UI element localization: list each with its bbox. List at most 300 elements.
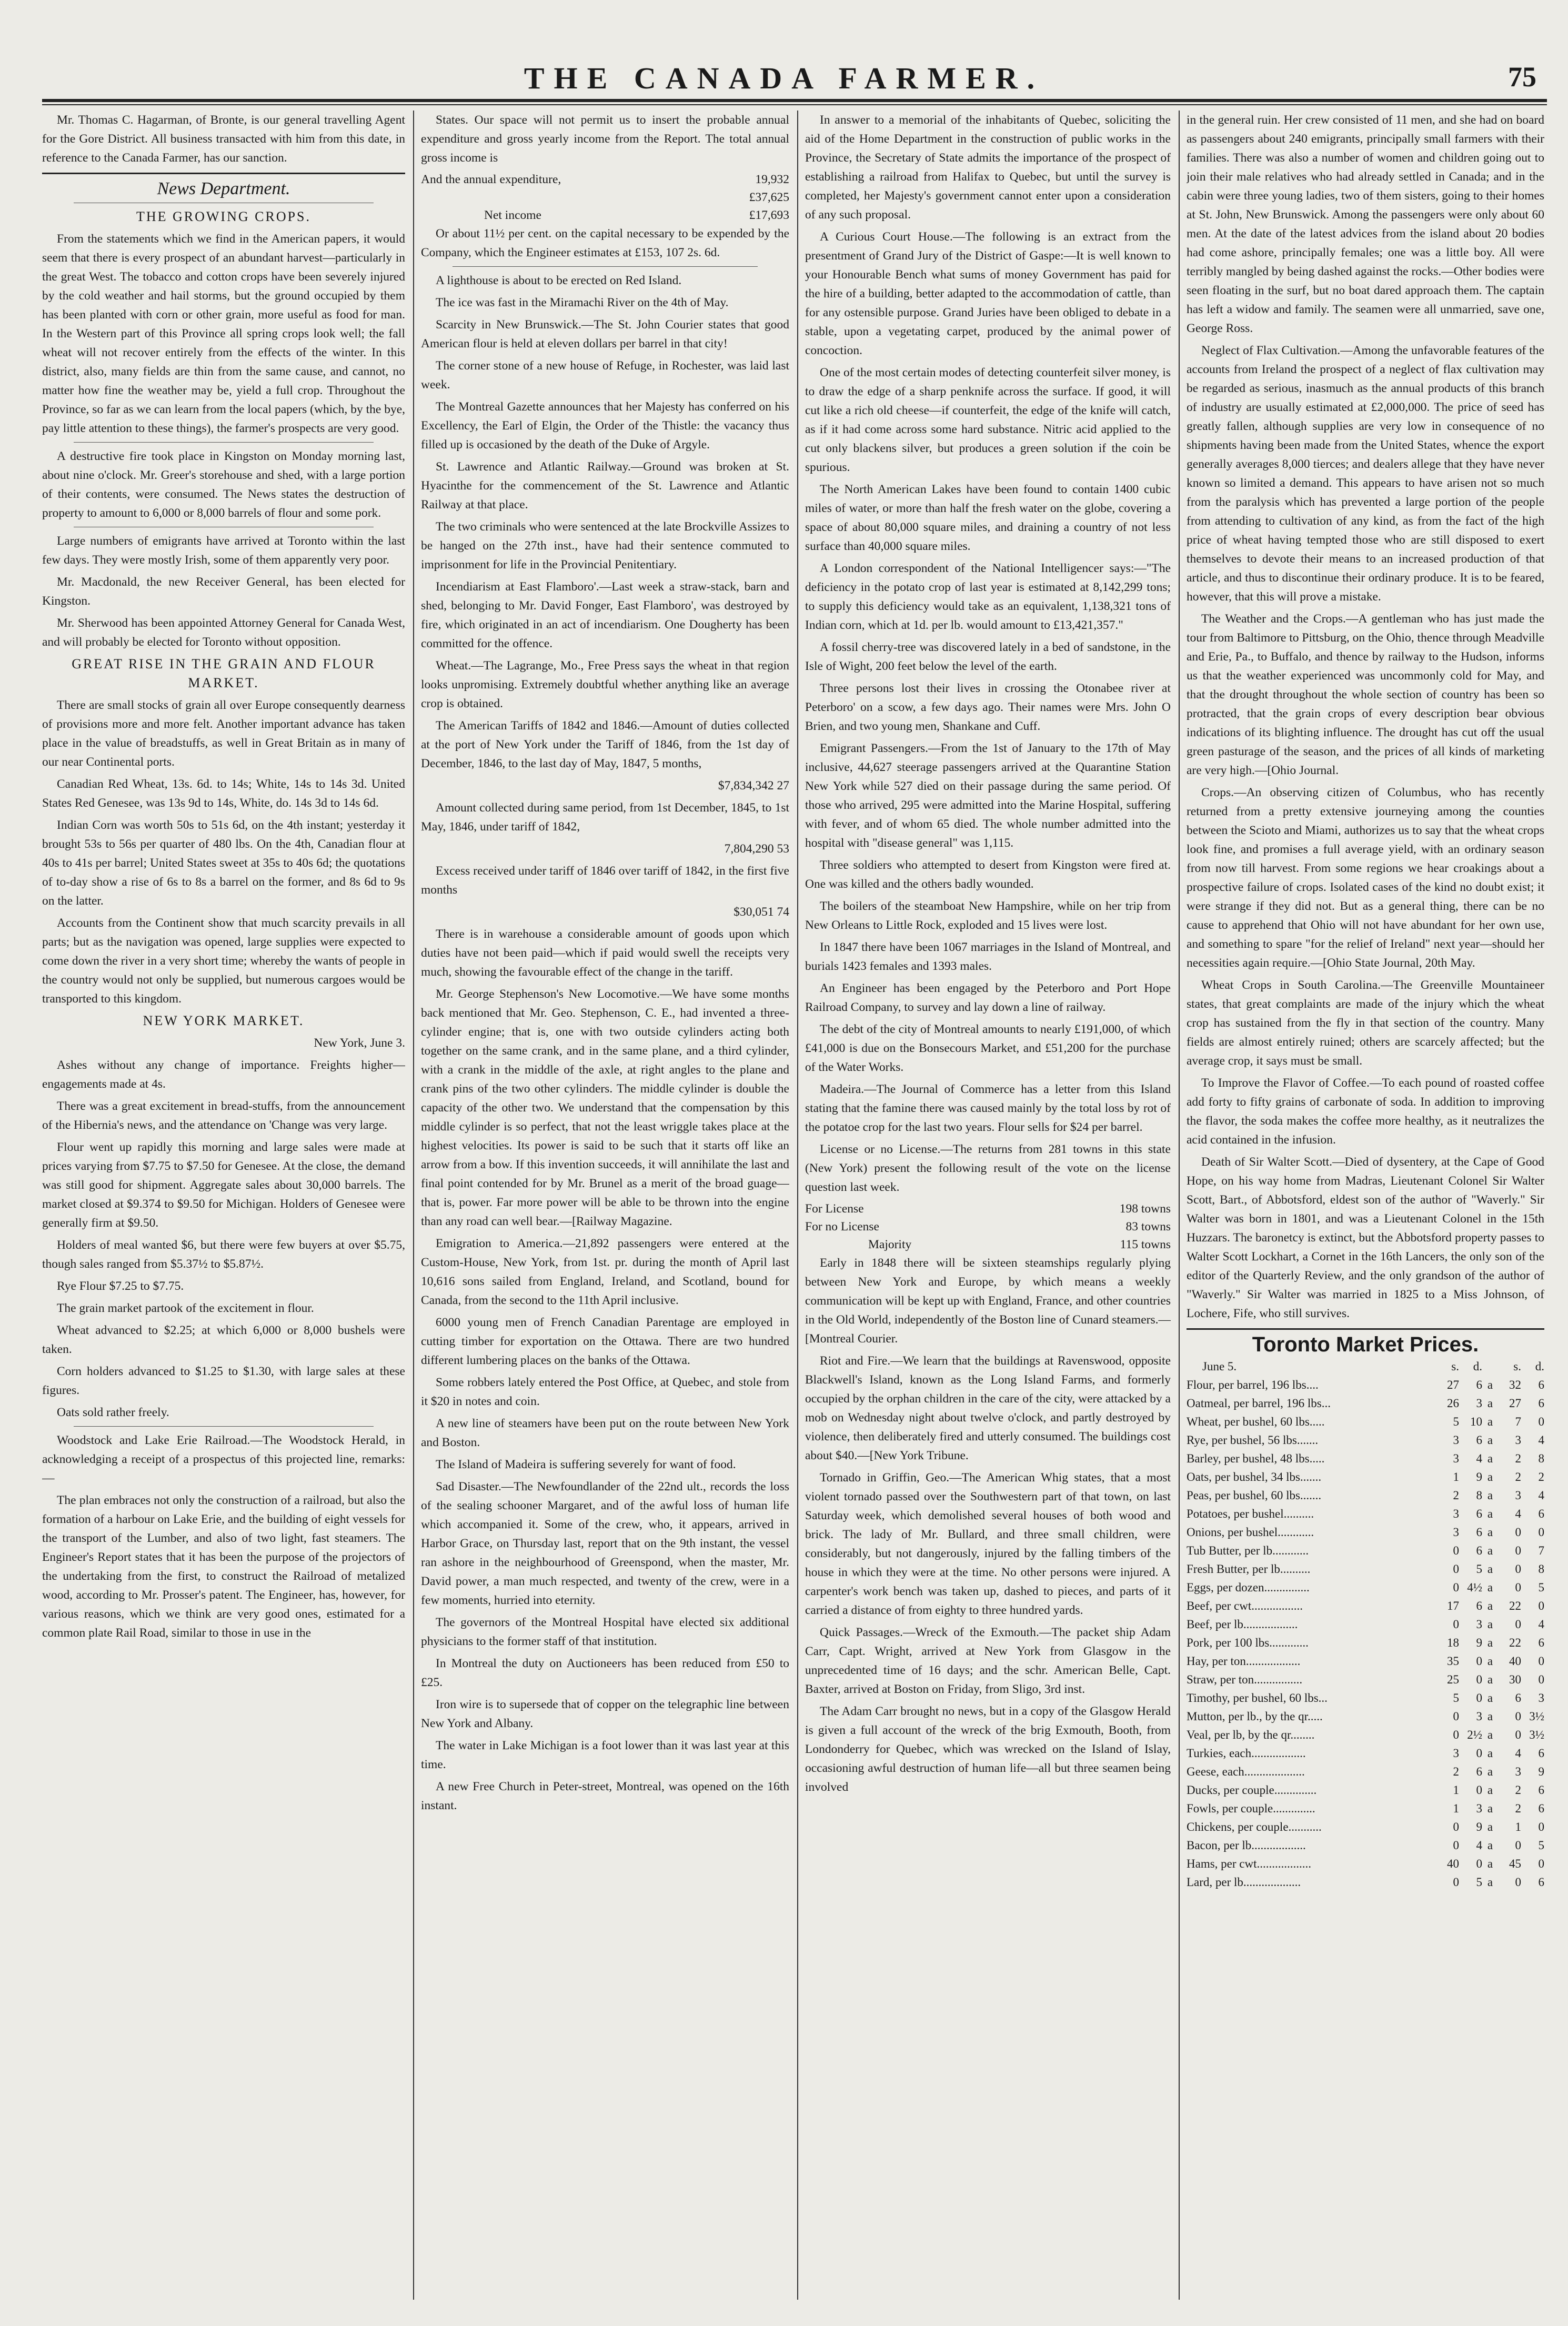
table-row (805, 1200, 1171, 1218)
price-high-s: 22 (1509, 1636, 1521, 1649)
price-low-d: 6 (1476, 1544, 1482, 1557)
price-low-d: 0 (1476, 1691, 1482, 1705)
col-header-s2: s. (1513, 1360, 1521, 1373)
article-paragraph: Excess received under tariff of 1846 over tariff of 1842, in the first five months (421, 864, 789, 897)
market-item: Chickens, per couple........... (1187, 1820, 1322, 1833)
article-paragraph: Indian Corn was worth 50s to 51s 6d, on the 4th instant; yesterday it brought 53s to 56s per quarter of 480 lbs. On the 4th, Canadian flour at 40s to 41s per barrel; United States sweet at 35s to 40s 6d; the quotations of to-day show a rise of 6s to 8s a barrel on the former, and 8s 6d to 9s on the latter. (42, 818, 405, 908)
article-paragraph: Emigration to America.—21,892 passengers were entered at the Custom-House, New York, from 1st. pr. during the month of April last 10,616 sons sailed from England, Ireland, and Scotland, bound for Canada, from the second to the 11th April inclusive. (421, 1237, 789, 1307)
article-paragraph: Or about 11½ per cent. on the capital necessary to be expended by the Company, which the Engineer estimates at £153, 107 2s. 6d. (421, 227, 789, 259)
article-paragraph: Mr. George Stephenson's New Locomotive.—We have some months back mentioned that Mr. Geo. Stephenson, C. E., had invented a three-cylinder engine; that is, one with two outside cylinders acting both together on the same crank, and in the same plane, and a third cylinder, with a crank in the middle of the axle, at right angles to the plane and crank pins of the two other cylinders. The middle cylinder is double the capacity of the other two. We understand that the compensation by this middle cylinder is so perfect, that not the least wriggle takes place at the highest velocities. Its power is said to be such that it starts off like an arrow from a bow. If this invention succeeds, it will annihilate the last and final point contended for by Mr. Brunel as a merit of the broad guage—that is, power. Far more power will be able to be thrown into the engine than any road can well bear.—[Railway Magazine. (421, 987, 789, 1228)
article-paragraph: Mr. Sherwood has been appointed Attorney General for Canada West, and will probably be elected for Toronto without opposition. (42, 616, 405, 649)
price-high-s: 45 (1509, 1857, 1521, 1870)
market-table (1187, 1357, 1544, 1891)
price-separator: a (1487, 1876, 1493, 1889)
table-value: £37,625 (749, 191, 789, 204)
price-low-d: 6 (1476, 1433, 1482, 1447)
price-low-d: 8 (1476, 1489, 1482, 1502)
market-row (1187, 1818, 1544, 1836)
market-header-row (1187, 1357, 1544, 1376)
price-high-s: 2 (1515, 1783, 1521, 1797)
col-header-d: d. (1473, 1360, 1482, 1373)
price-low-s: 0 (1453, 1618, 1459, 1631)
price-separator: a (1487, 1544, 1493, 1557)
price-low-d: 4 (1476, 1839, 1482, 1852)
price-high-d: 0 (1538, 1599, 1544, 1612)
table-value: $7,834,342 27 (718, 779, 789, 793)
article-paragraph: The Island of Madeira is suffering severely for want of food. (436, 1458, 736, 1471)
price-high-d: 8 (1538, 1452, 1544, 1465)
table-row (421, 171, 789, 188)
price-high-s: 0 (1515, 1526, 1521, 1539)
market-item: Onions, per bushel............ (1187, 1526, 1314, 1539)
market-row (1187, 1468, 1544, 1486)
price-low-s: 0 (1453, 1876, 1459, 1889)
price-low-s: 1 (1453, 1783, 1459, 1797)
price-high-s: 2 (1515, 1802, 1521, 1815)
market-row (1187, 1670, 1544, 1689)
dateline: New York, June 3. (314, 1036, 405, 1050)
market-row (1187, 1633, 1544, 1652)
article-paragraph: A fossil cherry-tree was discovered lately in a bed of sandstone, in the Isle of Wight, 200 feet below the level of the earth. (805, 640, 1171, 673)
price-high-s: 2 (1515, 1470, 1521, 1483)
price-low-d: 3 (1476, 1710, 1482, 1723)
article-paragraph: A new Free Church in Peter-street, Montreal, was opened on the 16th instant. (421, 1780, 789, 1812)
table-value: 19,932 (755, 173, 789, 186)
section-heading: News Department. (157, 179, 290, 198)
article-paragraph: Iron wire is to supersede that of copper on the telegraphic line between New York and Albany. (421, 1698, 789, 1730)
price-separator: a (1487, 1415, 1493, 1428)
price-low-s: 18 (1447, 1636, 1459, 1649)
table-value: £17,693 (749, 208, 789, 222)
price-low-s: 0 (1453, 1820, 1459, 1833)
price-high-s: 32 (1509, 1378, 1521, 1391)
price-high-s: 4 (1515, 1507, 1521, 1520)
price-high-d: 6 (1538, 1507, 1544, 1520)
price-separator: a (1487, 1526, 1493, 1539)
market-row (1187, 1689, 1544, 1707)
table-value: 7,804,290 53 (724, 842, 789, 856)
price-separator: a (1487, 1636, 1493, 1649)
price-low-d: 3 (1476, 1397, 1482, 1410)
article-paragraph: Rye Flour $7.25 to $7.75. (57, 1279, 184, 1293)
table-row (805, 1218, 1171, 1236)
market-row (1187, 1376, 1544, 1394)
price-low-s: 26 (1447, 1397, 1459, 1410)
price-high-s: 6 (1515, 1691, 1521, 1705)
article-paragraph: Large numbers of emigrants have arrived at Toronto within the last few days. They were mostly Irish, some of them apparently very poor. (42, 534, 405, 567)
table-row (805, 1236, 1171, 1254)
article-paragraph: The boilers of the steamboat New Hampshire, while on her trip from New Orleans to Little Rock, exploded and 15 lives were lost. (805, 899, 1171, 932)
article-paragraph: One of the most certain modes of detecting counterfeit silver money, is to draw the edge of a sharp penknife across the surface. If good, it will cut like a rich old cheese—if counterfeit, the edge of the knife will catch, as if it had come across some hard substance. Nitric acid applied to the cut only blackens silver, but produces a green solution if the coin be spurious. (805, 366, 1171, 474)
price-high-d: 6 (1538, 1747, 1544, 1760)
price-low-s: 40 (1447, 1857, 1459, 1870)
article-paragraph: Quick Passages.—Wreck of the Exmouth.—The packet ship Adam Carr, Capt. Wright, arrived at New York from Glasgow in the unprecedented time of 16 days; and the schr. American Belle, Capt. Baxter, arrived at Boston on Friday, from Sligo, 3rd inst. (805, 1626, 1171, 1696)
price-high-d: 4 (1538, 1618, 1544, 1631)
price-high-s: 0 (1515, 1618, 1521, 1631)
article-paragraph: Some robbers lately entered the Post Office, at Quebec, and stole from it $20 in notes and coin. (421, 1376, 789, 1408)
price-high-d: 8 (1538, 1562, 1544, 1576)
price-high-s: 30 (1509, 1673, 1521, 1686)
market-row (1187, 1486, 1544, 1505)
article-paragraph: Holders of meal wanted $6, but there were few buyers at over $5.75, though sales ranged from $5.37½ to $5.87½. (42, 1238, 405, 1271)
article-paragraph: Riot and Fire.—We learn that the buildings at Ravenswood, opposite Blackwell's Island, known as the Long Island Farms, and formerly occupied by the orphan children in the care of the city, were attacked by a mob on Wednesday night about twelve o'clock, and partly destroyed by violence, then deliberately fired and utterly consumed. The buildings cost about $40.—[New York Tribune. (805, 1354, 1171, 1462)
article-paragraph: Sad Disaster.—The Newfoundlander of the 22nd ult., records the loss of the sealing schooner Margaret, and of the awful loss of human life which accompanied it. Some of the crew, who, it appears, arrived in Harbor Grace, on Thursday last, report that on the 9th instant, the vessel ran ashore in the neighbourhood of Greenspond, when the master, Mr. David power, a man much respected, and twenty of the crew, were in a few moments, hurried into eternity. (421, 1480, 789, 1607)
price-low-s: 3 (1453, 1747, 1459, 1760)
article-paragraph: A destructive fire took place in Kingston on Monday morning last, about nine o'clock. Mr. Greer's storehouse and shed, with a large portion of their contents, were consumed. The News states the destruction of property to amount to 6,000 or 8,000 barrels of flour and some pork. (42, 449, 405, 520)
price-high-d: 0 (1538, 1655, 1544, 1668)
market-item: Potatoes, per bushel.......... (1187, 1507, 1314, 1520)
price-high-s: 22 (1509, 1599, 1521, 1612)
market-item: Flour, per barrel, 196 lbs.... (1187, 1378, 1319, 1391)
price-low-s: 5 (1453, 1691, 1459, 1705)
article-paragraph: Mr. Macdonald, the new Receiver General, has been elected for Kingston. (42, 575, 405, 608)
price-high-d: 0 (1538, 1673, 1544, 1686)
price-high-s: 0 (1515, 1839, 1521, 1852)
article-paragraph: Accounts from the Continent show that much scarcity prevails in all parts; but as the navigation was opened, large supplies were expected to come down the river in a very short time; whereby the wants of people in the country would not only be supplied, but numerous cargoes would be transported to this kingdom. (42, 916, 405, 1006)
page-number: 75 (1508, 61, 1536, 93)
article-paragraph: Three persons lost their lives in crossing the Otonabee river at Peterboro' on a scow, a few days ago. Their names were Mrs. John O Brien, and two young men, Shankane and Cuff. (805, 681, 1171, 733)
price-high-d: 0 (1538, 1415, 1544, 1428)
price-low-s: 5 (1453, 1415, 1459, 1428)
price-high-s: 27 (1509, 1397, 1521, 1410)
article-paragraph: Scarcity in New Brunswick.—The St. John Courier states that good American flour is held at eleven dollars per barrel in that city! (421, 318, 789, 350)
article-paragraph: The American Tariffs of 1842 and 1846.—Amount of duties collected at the port of New York under the Tariff of 1846, from the 1st day of December, 1846, to the last day of May, 1847, 5 months, (421, 719, 789, 770)
divider (453, 266, 758, 267)
price-low-s: 2 (1453, 1765, 1459, 1778)
market-item: Lard, per lb................... (1187, 1876, 1301, 1889)
price-separator: a (1487, 1599, 1493, 1612)
article-paragraph: The governors of the Montreal Hospital have elected six additional physicians to the former staff of that institution. (421, 1616, 789, 1648)
price-separator: a (1487, 1673, 1493, 1686)
article-paragraph: Flour went up rapidly this morning and large sales were made at prices varying from $7.75 to $7.50 for Genesee. At the close, the demand was still good for shipment. Aggregate sales about 30,000 barrels. The market closed at $9.374 to $9.50 for Michigan. Holders of Genesee were generally firm at $9.50. (42, 1140, 405, 1230)
market-item: Veal, per lb, by the qr........ (1187, 1728, 1315, 1741)
price-high-d: 5 (1538, 1581, 1544, 1594)
price-low-s: 17 (1447, 1599, 1459, 1612)
article-paragraph: Corn holders advanced to $1.25 to $1.30, with large sales at these figures. (42, 1365, 405, 1397)
column-3 (805, 111, 1171, 2300)
market-row (1187, 1873, 1544, 1891)
market-row (1187, 1726, 1544, 1744)
article-heading: THE GROWING CROPS. (136, 209, 311, 224)
article-paragraph: The Montreal Gazette announces that her Majesty has conferred on his Excellency, the Earl of Elgin, the Order of the Thistle: the vacancy thus filled up is occasioned by the death of the Duke of Argyle. (421, 400, 789, 452)
price-low-s: 27 (1447, 1378, 1459, 1391)
price-low-d: 0 (1476, 1673, 1482, 1686)
article-paragraph: Wheat.—The Lagrange, Mo., Free Press says the wheat in that region looks unpromising. Extremely doubtful whether anything like an average crop is obtained. (421, 659, 789, 710)
price-low-s: 3 (1453, 1452, 1459, 1465)
price-low-d: 3 (1476, 1802, 1482, 1815)
market-row (1187, 1762, 1544, 1781)
article-paragraph: Incendiarism at East Flamboro'.—Last week a straw-stack, barn and shed, belonging to Mr. David Fonger, East Flamboro', was destroyed by fire, which originated in an act of incendiarism. One Dougherty has been committed for the offence. (421, 580, 789, 650)
article-paragraph: There was a great excitement in bread-stuffs, from the announcement of the Hibernia's news, and the attendance on 'Change was very large. (42, 1099, 405, 1132)
market-item: Beef, per cwt................. (1187, 1599, 1303, 1612)
price-high-s: 3 (1515, 1433, 1521, 1447)
price-high-s: 40 (1509, 1655, 1521, 1668)
price-high-d: 6 (1538, 1876, 1544, 1889)
price-high-s: 0 (1515, 1710, 1521, 1723)
article-paragraph: Wheat Crops in South Carolina.—The Greenville Mountaineer states, that great complaints are made of the injury which the wheat crop has sustained from the fly in that section of the country. Many fields are almost entirely ruined; others are scarcely affected; but the average crop, it says must be small. (1187, 978, 1544, 1068)
market-item: Peas, per bushel, 60 lbs....... (1187, 1489, 1322, 1502)
price-high-d: 6 (1538, 1636, 1544, 1649)
divider (42, 173, 405, 174)
table-label: Net income (484, 208, 541, 222)
newspaper-title: THE CANADA FARMER. (524, 61, 1044, 95)
price-separator: a (1487, 1728, 1493, 1741)
article-paragraph: In answer to a memorial of the inhabitants of Quebec, soliciting the aid of the Home Department in the construction of public works in the Province, the Secretary of State admits the importance of the prospect of establishing a railroad from Halifax to Quebec, but until the survey is completed, her Majesty's government cannot enter upon a consideration of any such proposal. (805, 113, 1171, 222)
col-header-d2: d. (1535, 1360, 1544, 1373)
price-low-s: 0 (1453, 1728, 1459, 1741)
market-item: Hams, per cwt.................. (1187, 1857, 1311, 1870)
price-separator: a (1487, 1765, 1493, 1778)
price-low-s: 3 (1453, 1526, 1459, 1539)
price-separator: a (1487, 1747, 1493, 1760)
table-label: For no License (805, 1220, 879, 1234)
price-separator: a (1487, 1433, 1493, 1447)
article-paragraph: States. Our space will not permit us to insert the probable annual expenditure and gross yearly income from the Report. The total annual gross income is (421, 113, 789, 165)
market-item: Ducks, per couple.............. (1187, 1783, 1317, 1797)
article-heading: NEW YORK MARKET. (143, 1013, 305, 1028)
market-row (1187, 1394, 1544, 1412)
market-item: Pork, per 100 lbs............. (1187, 1636, 1309, 1649)
article-paragraph: The two criminals who were sentenced at the late Brockville Assizes to be hanged on the 27th inst., have had their sentence commuted to imprisonment for life in the Provincial Penitentiary. (421, 520, 789, 572)
price-high-d: 0 (1538, 1526, 1544, 1539)
article-paragraph: Amount collected during same period, from 1st December, 1845, to 1st May, 1846, under tariff of 1842, (421, 801, 789, 834)
market-row (1187, 1597, 1544, 1615)
price-separator: a (1487, 1562, 1493, 1576)
market-row (1187, 1707, 1544, 1726)
price-low-s: 0 (1453, 1581, 1459, 1594)
price-high-s: 0 (1515, 1562, 1521, 1576)
market-item: Hay, per ton.................. (1187, 1655, 1301, 1668)
market-row (1187, 1836, 1544, 1854)
price-low-d: 0 (1476, 1857, 1482, 1870)
market-item: Barley, per bushel, 48 lbs..... (1187, 1452, 1325, 1465)
market-row (1187, 1505, 1544, 1523)
price-high-s: 1 (1515, 1820, 1521, 1833)
price-separator: a (1487, 1397, 1493, 1410)
market-row (1187, 1615, 1544, 1633)
article-paragraph: Death of Sir Walter Scott.—Died of dysentery, at the Cape of Good Hope, on his way home from Madras, Lieutenant Colonel Sir Walter Scott, Bart., of Abbotsford, eldest son of the author of "Waverly." Sir Walter was born in 1801, and was a Lieutenant Colonel in the 15th Huzzars. The baronetcy is extinct, but the Abbotsford property passes to Walter Scott Lockhart, a Cornet in the 16th Lancers, the only son of the editor of the Quarterly Review, and the only grandson of the author of "Waverly." Sir Walter was married in 1825 to a Miss Johnson, of Lochere, Fife, who still survives. (1187, 1155, 1544, 1320)
price-separator: a (1487, 1470, 1493, 1483)
price-high-s: 0 (1515, 1581, 1521, 1594)
price-low-s: 0 (1453, 1839, 1459, 1852)
table-value: 83 towns (1125, 1220, 1171, 1234)
market-item: Tub Butter, per lb............ (1187, 1544, 1309, 1557)
price-low-d: 0 (1476, 1783, 1482, 1797)
market-item: Beef, per lb.................. (1187, 1618, 1298, 1631)
price-separator: a (1487, 1857, 1493, 1870)
divider (74, 442, 374, 443)
article-paragraph: In 1847 there have been 1067 marriages in the Island of Montreal, and burials 1423 females and 1393 males. (805, 940, 1171, 973)
table-value: 115 towns (1120, 1238, 1171, 1251)
market-row (1187, 1523, 1544, 1541)
price-high-d: 0 (1538, 1857, 1544, 1870)
price-high-d: 6 (1538, 1397, 1544, 1410)
article-paragraph: An Engineer has been engaged by the Peterboro and Port Hope Railroad Company, to survey and lay down a line of railway. (805, 981, 1171, 1014)
price-low-s: 35 (1447, 1655, 1459, 1668)
article-paragraph: The plan embraces not only the construction of a railroad, but also the formation of a harbour on Lake Erie, and the building of eight vessels for the transport of the Lumber, and also of two light, fast steamers. The Engineer's Report states that it has been the purpose of the projectors of the undertaking from the first, to construct the Railroad of metalized wood, according to Mr. Prosser's patent. The Engineer, has, however, for various reasons, which we think are very good ones, estimated for a common plate Rail Road, similar to those in use in the (42, 1493, 405, 1640)
market-item: Fowls, per couple.............. (1187, 1802, 1315, 1815)
article-paragraph: From the statements which we find in the American papers, it would seem that there is every prospect of an abundant harvest—particularly in the great West. The tobacco and cotton crops have been severely injured by the cold weather and hail storms, but the ground occupied by them has been planted with corn or other grain, more useful as food for man. In the Western part of this Province all spring crops look well; the fall wheat will not recover entirely from the effects of the winter. In this district, also, many fields are thin from the same cause, and cannot, no matter how fine the weather may be, yield a full crop. Throughout the Province, so far as we can learn from the local papers (which, by the bye, pay little attention to these things), the farmer's prospects are very good. (42, 232, 405, 435)
price-separator: a (1487, 1655, 1493, 1668)
article-paragraph: There are small stocks of grain all over Europe consequently dearness of provisions more and more felt. Another important advance has taken place in the value of breadstuffs, as well in Great Britain as in many of our near Continental ports. (42, 698, 405, 769)
price-low-d: 9 (1476, 1636, 1482, 1649)
table-label: Majority (868, 1238, 912, 1251)
market-row (1187, 1449, 1544, 1468)
article-paragraph: The Adam Carr brought no news, but in a copy of the Glasgow Herald is given a full account of the wreck of the brig Exmouth, Booth, from Londonderry for Quebec, which was wrecked on the Island of Islay, occasioning awful destruction of human life—all but three seamen being involved (805, 1705, 1171, 1794)
price-high-d: 2 (1538, 1470, 1544, 1483)
price-high-d: 6 (1538, 1378, 1544, 1391)
col-header-s: s. (1451, 1360, 1459, 1373)
market-item: Turkies, each.................. (1187, 1747, 1306, 1760)
price-low-s: 1 (1453, 1470, 1459, 1483)
price-high-d: 5 (1538, 1839, 1544, 1852)
price-low-d: 6 (1476, 1507, 1482, 1520)
masthead-rule (42, 99, 1547, 102)
price-high-s: 7 (1515, 1415, 1521, 1428)
masthead-rule-thin (42, 104, 1547, 105)
table-label: For License (805, 1202, 864, 1216)
price-separator: a (1487, 1710, 1493, 1723)
table-value: 198 towns (1119, 1202, 1171, 1216)
price-high-d: 7 (1538, 1544, 1544, 1557)
table-row (421, 188, 789, 206)
table-label (421, 188, 707, 206)
price-high-s: 4 (1515, 1747, 1521, 1760)
article-paragraph: A Curious Court House.—The following is an extract from the presentment of Grand Jury of the District of Gaspe:—It is well known to your Honourable Bench what sums of money Government has paid for the hire of a building, better adapted to the accommodation of cattle, than for any ostensible purpose. Grand Juries have been obliged to debate in a stable, upon a vegetating carpet, produced by the animal power of concoction. (805, 230, 1171, 357)
price-low-d: 5 (1476, 1562, 1482, 1576)
price-low-s: 2 (1453, 1489, 1459, 1502)
price-high-s: 0 (1515, 1876, 1521, 1889)
article-paragraph: The water in Lake Michigan is a foot lower than it was last year at this time. (421, 1739, 789, 1771)
price-high-s: 3 (1515, 1765, 1521, 1778)
market-row (1187, 1781, 1544, 1799)
price-low-d: 5 (1476, 1876, 1482, 1889)
article-paragraph: Three soldiers who attempted to desert from Kingston were fired at. One was killed and the others badly wounded. (805, 858, 1171, 891)
market-item: Bacon, per lb.................. (1187, 1839, 1306, 1852)
column-divider (1179, 111, 1180, 2300)
market-row (1187, 1412, 1544, 1431)
price-separator: a (1487, 1507, 1493, 1520)
price-separator: a (1487, 1820, 1493, 1833)
price-separator: a (1487, 1581, 1493, 1594)
price-high-s: 0 (1515, 1728, 1521, 1741)
column-divider (797, 111, 798, 2300)
divider (74, 1426, 374, 1427)
market-item: Eggs, per dozen............... (1187, 1581, 1310, 1594)
article-paragraph: The grain market partook of the excitement in flour. (57, 1301, 314, 1315)
price-low-s: 3 (1453, 1507, 1459, 1520)
price-low-s: 0 (1453, 1710, 1459, 1723)
price-separator: a (1487, 1378, 1493, 1391)
price-high-s: 0 (1515, 1544, 1521, 1557)
market-item: Straw, per ton................ (1187, 1673, 1303, 1686)
market-row (1187, 1799, 1544, 1818)
article-paragraph: Crops.—An observing citizen of Columbus, who has recently returned from a pretty extensive journeying among the counties between the Scioto and Miami, authorizes us to say that the wheat crops look fine, and promises a full average yield, with an ordinary season from now till harvest. From some regions we hear croakings about a prospective failure of crops. Isolated cases of the kind no doubt exist; it were strange if they did not. But as a general thing, there can be no cause to apprehend that Ohio will not have abundant for her own use, and something to spare "for the relief of Ireland" next year—should her necessities again require.—[Ohio State Journal, 20th May. (1187, 786, 1544, 970)
price-separator: a (1487, 1489, 1493, 1502)
price-low-d: 6 (1476, 1765, 1482, 1778)
article-paragraph: License or no License.—The returns from 281 towns in this state (New York) present the following result of the vote on the license question last week. (805, 1142, 1171, 1194)
article-paragraph: There is in warehouse a considerable amount of goods upon which duties have not been paid—which if paid would swell the receipts very much, showing the favourable effect of the change in the tariff. (421, 927, 789, 979)
price-high-s: 2 (1515, 1452, 1521, 1465)
article-paragraph: Emigrant Passengers.—From the 1st of January to the 17th of May inclusive, 44,627 steerage passengers arrived at the Quarantine Station New York while 527 died on their passage during the same period. Of those who arrived, 295 were admitted into the Marine Hospital, suffering with fever, and of whom 65 died. The whole number admitted into the hospital with "disease general" was 1,115. (805, 741, 1171, 850)
price-separator: a (1487, 1618, 1493, 1631)
article-paragraph: The corner stone of a new house of Refuge, in Rochester, was laid last week. (421, 359, 789, 392)
article-paragraph: Early in 1848 there will be sixteen steamships regularly plying between New York and Europe, by which means a weekly communication will be kept up with England, France, and other countries in the Old World, independently of the Boston line of Cunard steamers.—[Montreal Courier. (805, 1256, 1171, 1346)
article-paragraph: The North American Lakes have been found to contain 1400 cubic miles of water, or more than half the fresh water on the globe, covering a space of about 80,000 square miles, and draining a country of not less surface than 40,000 square miles. (805, 483, 1171, 553)
market-item: Mutton, per lb., by the qr..... (1187, 1710, 1323, 1723)
market-item: Timothy, per bushel, 60 lbs... (1187, 1691, 1328, 1705)
article-paragraph: Tornado in Griffin, Geo.—The American Whig states, that a most violent tornado passed over the Southwestern part of that town, on last Saturday week, which demolished several houses of both wood and brick. The lady of Mr. Bullard, and three small children, were considerably, but not dangerously, injured by the falling timbers of the house in which they were at the time. No other persons were injured. A carpenter's work bench was taken up, dashed to pieces, and parts of it carried a distance of from eighty to three hundred yards. (805, 1471, 1171, 1617)
price-low-d: 6 (1476, 1526, 1482, 1539)
market-item: Rye, per bushel, 56 lbs....... (1187, 1433, 1319, 1447)
article-paragraph: A lighthouse is about to be erected on Red Island. (436, 274, 682, 287)
price-low-d: 9 (1476, 1820, 1482, 1833)
article-paragraph: Oats sold rather freely. (57, 1406, 169, 1419)
market-item: Wheat, per bushel, 60 lbs..... (1187, 1415, 1325, 1428)
article-paragraph: Madeira.—The Journal of Commerce has a letter from this Island stating that the famine there was caused mainly by the total loss by rot of the potatoe crop for the last two years. Flour sells for $24 per barrel. (805, 1082, 1171, 1134)
price-separator: a (1487, 1839, 1493, 1852)
price-separator: a (1487, 1783, 1493, 1797)
market-item: Oatmeal, per barrel, 196 lbs... (1187, 1397, 1331, 1410)
market-item: Geese, each.................... (1187, 1765, 1305, 1778)
column-divider (413, 111, 414, 2300)
price-separator: a (1487, 1802, 1493, 1815)
price-high-d: 9 (1538, 1765, 1544, 1778)
market-row (1187, 1652, 1544, 1670)
market-row (1187, 1431, 1544, 1449)
article-paragraph: in the general ruin. Her crew consisted of 11 men, and she had on board as passengers about 240 emigrants, principally small farmers with their families. There was also a number of women and children going out to join their male relatives who had already settled in Canada; and in the cabin were three young ladies, two of them sisters, going to their homes at St. John, New Brunswick. Among the passengers were only about 60 men. At the date of the latest advices from the island about 20 bodies had come ashore, principally females; one was a little boy. All were terribly mangled by being dashed against the rocks.—Other bodies were seen floating in the surf, but no boat dared approach them. The captain has left a widow and family. The seamen were all unmarried, save one, George Ross. (1187, 113, 1544, 335)
price-low-s: 3 (1453, 1433, 1459, 1447)
article-paragraph: The ice was fast in the Miramachi River on the 4th of May. (436, 296, 729, 309)
column-2 (421, 111, 789, 2300)
price-high-d: 3½ (1529, 1710, 1544, 1723)
market-row (1187, 1560, 1544, 1578)
article-paragraph: To Improve the Flavor of Coffee.—To each pound of roasted coffee add forty to fifty grains of carbonate of soda. In addition to improving the flavor, the soda makes the coffee more healthy, as it neutralizes the acid contained in the infusion. (1187, 1076, 1544, 1147)
article-paragraph: Wheat advanced to $2.25; at which 6,000 or 8,000 bushels were taken. (42, 1324, 405, 1356)
article-paragraph: Neglect of Flax Cultivation.—Among the unfavorable features of the accounts from Ireland the prospect of a neglect of flax cultivation may be regarded as serious, inasmuch as the annual products of this branch of industry are usually estimated at £2,000,000. The price of seed has greatly fallen, although supplies are very low in consequence of no shipments having been made from the United States, whence the export generally averages 8,000 tierces; and dealers allege that they have never known so limited a demand. This appears to have arisen not so much from the paralysis which has prevented a large portion of the people from attending to cultivation of any kind, as from the fact of the high price of wheat having tempted those who are still disposed to exert themselves to devote their means to an increased production of that article, and thus to discontinue their ordinary produce. It is to be feared, however, that this will prove a mistake. (1187, 344, 1544, 604)
article-paragraph: 6000 young men of French Canadian Parentage are employed in cutting timber for exportation on the Ottawa. There are two hundred different lumbering places on the banks of the Ottawa. (421, 1316, 789, 1367)
price-low-d: 3 (1476, 1618, 1482, 1631)
article-paragraph: Woodstock and Lake Erie Railroad.—The Woodstock Herald, in acknowledging a receipt of a prospectus of this projected line, remarks:— (42, 1433, 405, 1485)
finance-table (421, 171, 789, 224)
price-separator: a (1487, 1452, 1493, 1465)
column-4 (1187, 111, 1544, 2300)
price-low-d: 6 (1476, 1378, 1482, 1391)
license-table (805, 1200, 1171, 1254)
article-paragraph: Canadian Red Wheat, 13s. 6d. to 14s; White, 14s to 14s 3d. United States Red Genesee, was 13s 9d to 14s, White, do. 14s 3d to 14s 6d. (42, 777, 405, 810)
agent-notice: Mr. Thomas C. Hagarman, of Bronte, is our general travelling Agent for the Gore District. All business transacted with him from this date, in reference to the Canada Farmer, has our sanction. (42, 113, 405, 165)
market-title: Toronto Market Prices. (1252, 1333, 1479, 1356)
price-low-d: 10 (1470, 1415, 1482, 1428)
price-high-d: 4 (1538, 1489, 1544, 1502)
article-paragraph: The Weather and the Crops.—A gentleman who has just made the tour from Baltimore to Pittsburg, on the Ohio, thence through Meadville and Erie, Pa., to Buffalo, and thence by railway to the Hudson, informs us that the weather experienced was uncommonly cold for May, and that the drought throughout the whole section of country has been so protracted, that the grain crops of every description bear obvious indications of its blighting influence. The drought has cut off the usual green pasturage of the season, and the prices of all kinds of marketing are very high.—[Ohio Journal. (1187, 612, 1544, 777)
price-separator: a (1487, 1691, 1493, 1705)
price-high-d: 3 (1538, 1691, 1544, 1705)
market-item: Fresh Butter, per lb.......... (1187, 1562, 1311, 1576)
price-high-d: 4 (1538, 1433, 1544, 1447)
price-low-d: 4½ (1467, 1581, 1482, 1594)
price-low-d: 9 (1476, 1470, 1482, 1483)
market-date: June 5. (1202, 1360, 1237, 1373)
price-low-s: 0 (1453, 1562, 1459, 1576)
price-high-d: 6 (1538, 1802, 1544, 1815)
market-row (1187, 1541, 1544, 1560)
table-value: $30,051 74 (733, 905, 789, 919)
table-label: And the annual expenditure, (421, 173, 561, 186)
price-high-d: 0 (1538, 1820, 1544, 1833)
price-low-s: 0 (1453, 1544, 1459, 1557)
market-item: Oats, per bushel, 34 lbs....... (1187, 1470, 1322, 1483)
